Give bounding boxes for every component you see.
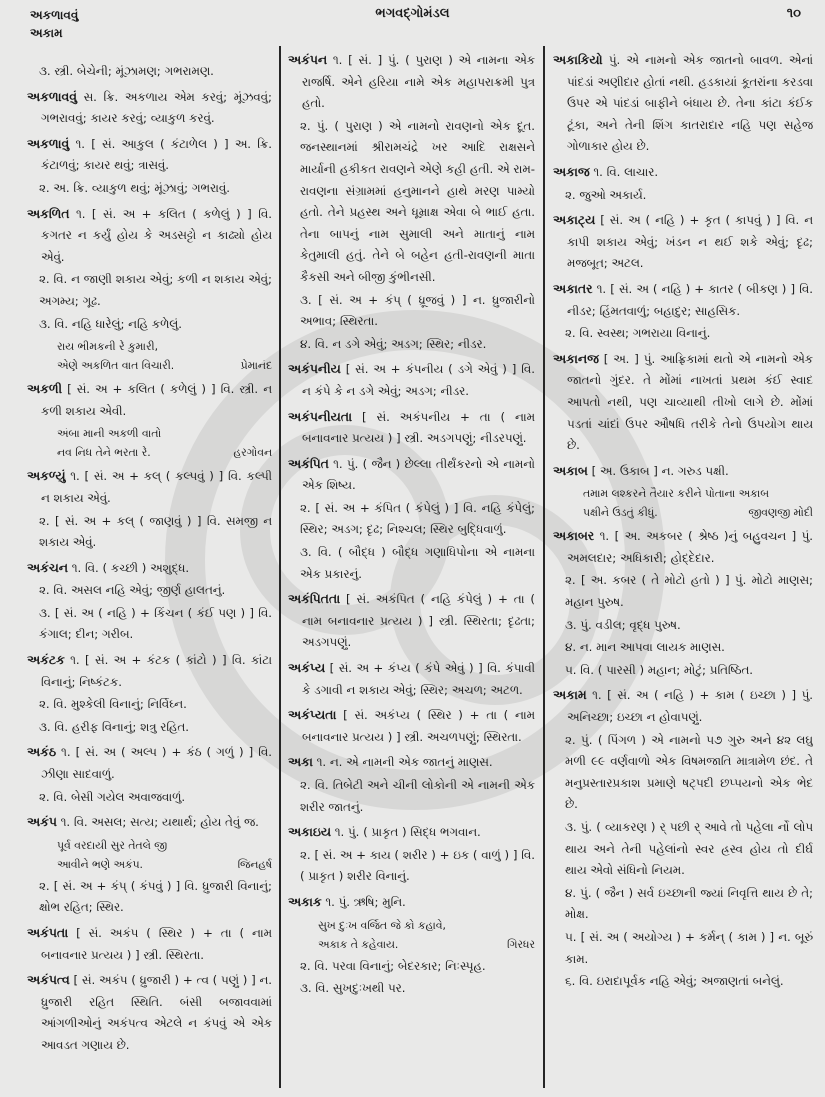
sense: ૨. વિ. સ્વસ્થ; ગભરાયા વિનાનું. <box>565 326 711 341</box>
headword: અકળિત <box>27 205 70 221</box>
quote-author: હરગોવન <box>233 446 272 460</box>
entry-definition: [ સં. અકંપ્ય ( સ્થિર ) + તા ( નામ બનાવનાર પ્રત્યય ) ] સ્ત્રી. અચળપણું; સ્થિરતા. <box>302 708 535 744</box>
dictionary-entry <box>27 969 272 1056</box>
quote-line: આવીને ભણે અકંપ. <box>57 857 143 871</box>
column-divider <box>279 46 281 1088</box>
quote-line: અકાક તે કહેવાય. <box>318 937 399 951</box>
dictionary-entry <box>288 358 535 402</box>
entry-definition: [ સં. અ + કંપનીય ( ડગે એવું ) ] વિ. ન કંપે કે ન ડગે એવું; અડગ; નીડર. <box>302 362 535 398</box>
headword: અકંપતા <box>27 925 69 940</box>
quote-author: જિનહર્ષ <box>237 857 272 871</box>
sense: ૩. પું. ( વ્યાકરણ ) ર્ પછી ર્ આવે તો પહેલા ર્નો લોપ થાય અને તેની પહેલાંનો સ્વર હ્રસ્વ હોય તો દીર્ઘ થાય એવો સંધિનો નિયમ. <box>565 820 813 878</box>
running-head-last-word: અકામ <box>30 26 63 40</box>
sense: ૨. વિ. પરવા વિનાનું; બેદરકાર; નિઃસ્પૃહ. <box>300 958 486 973</box>
headword: અકાઇય <box>288 824 331 840</box>
running-head-first-word: અકળાવવું <box>30 8 79 22</box>
headword: અકંપિતતા <box>288 591 341 607</box>
sense: ૨. જુઓ અકાર્ય. <box>565 187 647 202</box>
dictionary-entry <box>27 922 272 966</box>
sense: ૫. [ સં. અ ( અયોગ્ય ) + કર્મન્ ( કામ ) ] ન. બૂરું કામ. <box>565 929 813 966</box>
entry-definition: [ અ. ] પું. આફ્રિકામાં થતો એ નામનો એક જાતનો ગુંદર. તે મોંમાં નાખતાં પ્રથમ કંઈ સ્વાદ આપતો નથી, પણ ચાવ્યાથી તીખો લાગે છે. મોંમાં પડતાં ચાંદાં ઉપર ઔષધિ તરીકે તેનો ઉપયોગ થાય છે. <box>567 351 813 453</box>
quote-author: જીવણજી મોદી <box>748 506 813 520</box>
sense: ૨. વિ. મુશ્કેલી વિનાનું; નિર્વિઘ્ન. <box>39 697 187 712</box>
sense: ૬. વિ. ઇરાદાપૂર્વક નહિ એવું; અજાણતાં બનેલું. <box>565 974 784 989</box>
sense: ૪. વિ. ન ડગે એવું; અડગ; સ્થિર; નીડર. <box>300 336 487 351</box>
entry-definition: ૧. [ સં. અ + કલ્ ( કલ્પવું ) ] વિ. કલ્પી ન શકાય એવું. <box>41 469 272 505</box>
dictionary-entry <box>553 161 813 184</box>
quote-author: ગિરધર <box>507 937 535 951</box>
dictionary-entry <box>553 348 813 457</box>
dictionary-entry <box>27 133 272 177</box>
dictionary-entry <box>553 460 813 483</box>
entry-definition: [ સં. અકંપિત ( નહિ કંપેલું ) + તા ( નામ બનાવનાર પ્રત્યય ) ] સ્ત્રી. સ્થિરતા; દૃઢતા; અડગપણું. <box>302 592 535 650</box>
entry-definition: ૧. [ સં. ] પું. ( પુરાણ ) એ નામના એક રાજર્ષિ. એને હરિયા નામે એક મહાપરાક્રમી પુત્ર હતો. <box>302 53 535 111</box>
entry-definition: ૧. વિ. લાચાર. <box>593 164 659 179</box>
quotation <box>27 424 272 462</box>
dictionary-entry <box>288 891 535 914</box>
sense: ૨. [ સં. અ + કંપ્ ( કંપવું ) ] વિ. ધ્રુજારી વિનાનું; ક્ષોભ રહિત; સ્થિર. <box>39 878 272 915</box>
headword: અકંપ <box>27 814 57 830</box>
entry-definition: [ સં. અકંપ ( સ્થિર ) + તા ( નામ બનાવનાર પ્રત્યય ) ] સ્ત્રી. સ્થિરતા. <box>41 926 272 962</box>
quote-line: અંબા માની અકળી વાતો <box>57 427 162 441</box>
headword: અકાનજ <box>553 350 599 366</box>
headword: અકંઠ <box>27 744 57 760</box>
sense: ૨. [ સં. અ + કાય ( શરીર ) + ઇક ( વાળું ) ] વિ. ( પ્રાકૃત ) શરીર વિનાનું. <box>300 847 535 884</box>
entry-definition: પું. એ નામનો એક જાતનો બાવળ. એનાં પાંદડાં અણીદાર હોતાં નથી. હડકાયાં કૂતરાંના કરડવા ઉપર એ પાંદડાં બાફીને બંધાય છે. તેના કાંટા કંઈક ટૂંકા, અને તેની શિંગ કાતરાદાર નહિ પણ સહેજ ગોળાકાર હોય છે. <box>567 53 813 154</box>
dictionary-entry <box>288 406 535 450</box>
sense: ૪. પું. ( જૈન ) સર્વ ઇચ્છાની જ્યાં નિવૃત્તિ થાય છે તે; મોક્ષ. <box>565 885 813 922</box>
headword: અકંપનીયતા <box>288 408 353 424</box>
dictionary-entry <box>288 49 535 115</box>
headword: અકંપ્ય <box>288 660 326 676</box>
sense: ૨. વિ. બેસી ગયેલ અવાજવાળું. <box>39 789 186 804</box>
headword: અકંપત્વ <box>27 972 70 988</box>
entry-definition: સ. ક્રિ. અકળાય એમ કરવું; મૂંઝવવું; ગભરાવવું; કાયર કરવું; વ્યાકુળ કરવું. <box>41 89 272 126</box>
headword: અકાબર <box>553 528 595 544</box>
headword: અકંચન <box>27 559 68 575</box>
quotation <box>288 916 535 954</box>
sense: ૩. પું. વડીલ; વૃદ્ધ પુરુષ. <box>565 617 681 632</box>
headword: અકાબ <box>553 462 588 478</box>
sense: ૩. વિ. સુખદુઃખથી પર. <box>300 981 406 996</box>
sense: ૨. વિ. ન જાણી શકાય એવું; કળી ન શકાય એવું; અગમ્ય; ગૂઢ. <box>39 272 272 308</box>
headword: અકાકિયો <box>553 52 603 67</box>
dictionary-entry <box>288 453 535 497</box>
dictionary-entry <box>27 86 272 130</box>
dictionary-entry <box>288 821 535 844</box>
sense: ૫. વિ. ( પારસી ) મહાન; મોટું; પ્રતિષ્ઠિત. <box>565 662 754 677</box>
headword: અકંટક <box>27 652 65 668</box>
entry-definition: [ અ. ઉકાબ ] ન. ગરુડ પક્ષી. <box>591 463 729 478</box>
page-number: ૧૦ <box>786 6 801 21</box>
entry-definition: ૧. [ અ. અકબર ( શ્રેષ્ઠ )નું બહુવચન ] પું. અમલદાર; અધિકારી; હોદ્દેદાર. <box>567 529 813 565</box>
dictionary-entry <box>288 751 535 774</box>
headword: અકંપિત <box>288 455 329 471</box>
headword: અકાટ્ય <box>553 212 596 228</box>
dictionary-entry <box>27 649 272 693</box>
sense: ૩. [ સં. અ + કંપ્ ( ધ્રૂજવું ) ] ન. ધ્રુજારીનો અભાવ; સ્થિરતા. <box>300 292 535 329</box>
dictionary-entry <box>288 588 535 654</box>
dictionary-entry <box>27 203 272 269</box>
headword: અકંપનીય <box>288 361 341 377</box>
dictionary-title: ભગવદ્ગોમંડલ <box>375 6 450 21</box>
entry-definition: ૧. [ સં. અ ( અલ્પ ) + કંઠ ( ગળું ) ] વિ. ઝીણા સાદવાળું. <box>41 745 272 782</box>
sense: ૨. પું. ( પિંગળ ) એ નામનો ૫૭ ગુરુ અને ૪૨ લઘુ મળી ૯૯ વર્ણવાળો એક વિષમજાતિ માત્રામેળ છંદ. તે મનુપ્રસ્તારપ્રકાશ પ્રમાણે ષટ્પદી છપ્પયનો એક ભેદ છે. <box>565 732 813 812</box>
entry-definition: [ સં. અકંપ ( ધ્રુજારી ) + ત્વ ( પણું ) ] ન. ધ્રુજારી રહિત સ્થિતિ. બંસી બજાવવામાં આંગળીઓનું અકંપત્વ એટલે ન કંપવું એ એક આવડત ગણાય છે. <box>41 973 272 1052</box>
entry-definition: [ સં. અ + કલિત ( કળેલું ) ] વિ. સ્ત્રી. ન કળી શકાય એવી. <box>41 382 272 418</box>
entry-definition: ૧. [ સં. અ ( નહિ ) + કાતર ( બીકણ ) ] વિ. નીડર; હિંમતવાળું; બહાદુર; સાહસિક. <box>567 281 813 318</box>
quotation <box>553 484 813 522</box>
quote-author: પ્રેમાનંદ <box>240 359 272 373</box>
dictionary-entry <box>27 378 272 422</box>
entry-definition: ૧. પું. ( જૈન ) છેલ્લા તીર્થંકરનો એ નામનો એક શિષ્ય. <box>302 456 535 493</box>
sense: ૩. વિ. ( બૌદ્ધ ) બૌદ્ધ ગણાધિપોના એ નામના એક પ્રકારનું. <box>300 545 535 581</box>
quote-line: નવ નિધ તેને ભરતા રે. <box>57 446 151 460</box>
entry-definition: ૧. પું. ઋષિ; મુનિ. <box>325 894 406 909</box>
entry-definition: ૧. [ સં. અ + કંટક ( કાંટો ) ] વિ. કાંટા વિનાનું; નિષ્કંટક. <box>41 653 272 689</box>
headword: અકળાવવું <box>27 88 77 104</box>
quote-line: રાય ભીમકની રે કુમારી, <box>57 340 159 354</box>
dictionary-entry <box>27 465 272 509</box>
sense: ૩. વિ. હરીફ વિનાનું; શત્રુ રહિત. <box>39 719 189 734</box>
sense: ૪. ન. માન આપવા લાયક માણસ. <box>565 640 725 655</box>
sense: ૨. વિ. અસલ નહિ એવું; જીર્ણ હાલતનું. <box>39 583 226 598</box>
column-2 <box>288 46 535 1092</box>
entry-definition: [ સં. અકંપનીય + તા ( નામ બનાવનાર પ્રત્યય ) ] સ્ત્રી. અડગપણું; નીડરપણું. <box>302 409 535 446</box>
column-divider <box>543 46 545 1088</box>
entry-definition: ૧. વિ. અસલ; સત્ય; યથાર્થ; હોય તેવું જ. <box>60 815 259 830</box>
sense: ૨. અ. ક્રિ. વ્યાકુળ થવું; મૂંઝાવું; ગભરાવું. <box>39 180 231 195</box>
dictionary-entry <box>553 278 813 322</box>
sense: ૩. વિ. નહિ ધારેલું; નહિ કળેલું. <box>39 316 182 331</box>
dictionary-entry <box>553 209 813 275</box>
headword: અકળ્યું <box>27 468 66 484</box>
entry-definition: ૧. વિ. ( કચ્છી ) અશુદ્ધ. <box>71 560 190 575</box>
headword: અકાજ <box>553 163 590 179</box>
quote-line: પૂર્વ વરદાયી સુર તેતલે જી <box>57 838 167 852</box>
headword: અકંપન <box>288 52 328 67</box>
quote-line: તમામ લશ્કરને તૈયાર કરીને પોતાના અકાબ <box>583 487 769 501</box>
dictionary-entry <box>553 49 813 158</box>
column-3 <box>553 46 813 1092</box>
sense: ૨. પું. ( પુરાણ ) એ નામનો રાવણનો એક દૂત. જનસ્થાનમાં શ્રીરામચંદ્રે ખર આદિ રાક્ષસને માર્યાની હકીકત રાવણને એણે કહી હતી. એ રામ-રાવણના સંગ્રામમાં હનુમાનને હાથે મરણ પામ્યો હતો. તેને પ્રહસ્થ અને ધૂમ્રાક્ષ એવા બે ભાઈ હતા. તેના બાપનું નામ સુમાલી અને માતાનું નામ કેતુમાલી હતું. તેને બે બહેન હતી-રાવણની માતા કૈકસી અને બીજી કુંભીનસી. <box>300 118 535 284</box>
column-1 <box>27 60 272 1092</box>
sense: ૨. [ સં. અ + કલ્ ( જાણવું ) ] વિ. સમજી ન શકાય એવું. <box>39 513 272 550</box>
quotation <box>27 836 272 874</box>
sense: ૩. સ્ત્રી. બેચેની; મૂંઝામણ; ગભરામણ. <box>39 64 214 78</box>
sense: ૨. વિ. તિબેટી અને ચીની લોકોની એ નામની એક શરીર જાતનું. <box>300 778 535 814</box>
entry-definition: [ સં. અ ( નહિ ) + કૃત ( કાપવું ) ] વિ. ન કાપી શકાય એવું; ખંડન ન થઈ શકે એવું; દૃઢ; મજબૂત; અટલ. <box>567 213 813 271</box>
dictionary-entry <box>27 741 272 785</box>
sense: ૨. [ સં. અ + કંપિત ( કંપેલું ) ] વિ. નહિ કંપેલું; સ્થિર; અડગ; દૃઢ; નિશ્ચલ; સ્થિર બુદ્ધિવાળું. <box>300 500 535 537</box>
dictionary-entry <box>288 657 535 701</box>
headword: અકળી <box>27 381 63 397</box>
headword: અકાક <box>288 893 322 909</box>
quote-line: પક્ષીને ઉડતું કીધું. <box>583 506 658 520</box>
dictionary-entry <box>27 557 272 580</box>
quote-line: સુખ દુઃખ વર્જિત જે કો કહાવે, <box>318 918 446 932</box>
quotation <box>27 337 272 375</box>
entry-definition: ૧. ન. એ નામની એક જાતનું માણસ. <box>316 755 493 770</box>
dictionary-entry <box>288 704 535 748</box>
entry-definition: ૧. પું. ( પ્રાકૃત ) સિદ્ધ ભગવાન. <box>334 825 481 840</box>
headword: અકા <box>288 754 313 770</box>
entry-definition: ૧. [ સં. અ ( નહિ ) + કામ ( ઇચ્છા ) ] પું. અનિચ્છા; ઇચ્છા ન હોવાપણું. <box>567 688 813 725</box>
entry-definition: ૧. [ સં. આકુલ ( કંટાળેલ ) ] અ. ક્રિ. કંટાળવું; કાયર થવું; ત્રાસવું. <box>41 136 272 173</box>
headword: અકળાવું <box>27 135 70 151</box>
headword: અકામ <box>553 687 587 703</box>
entry-definition: ૧. [ સં. અ + કલિત ( કળેલું ) ] વિ. કગતર ન કર્યું હોય કે અડસટ્ટો ન કાઢ્યો હોય એવું. <box>41 206 272 264</box>
dictionary-entry <box>553 684 813 728</box>
dictionary-entry <box>27 811 272 834</box>
dictionary-entry <box>553 525 813 569</box>
sense: ૨. [ અ. કબર ( તે મોટો હતો ) ] પું. મોટો માણસ; મહાન પુરુષ. <box>565 573 813 610</box>
sense: ૩. [ સં. અ ( નહિ ) + કિંચન ( કંઈ પણ ) ] વિ. કંગાલ; દીન; ગરીબ. <box>39 605 272 642</box>
quote-line: એણે અકળિત વાત વિચારી. <box>57 359 175 373</box>
headword: અકાતર <box>553 280 593 296</box>
headword: અકંપ્યતા <box>288 707 337 723</box>
entry-definition: [ સં. અ + કંપ્ય ( કંપે એવું ) ] વિ. કંપાવી કે ડગાવી ન શકાય એવું; સ્થિર; અચળ; અટળ. <box>302 661 535 697</box>
